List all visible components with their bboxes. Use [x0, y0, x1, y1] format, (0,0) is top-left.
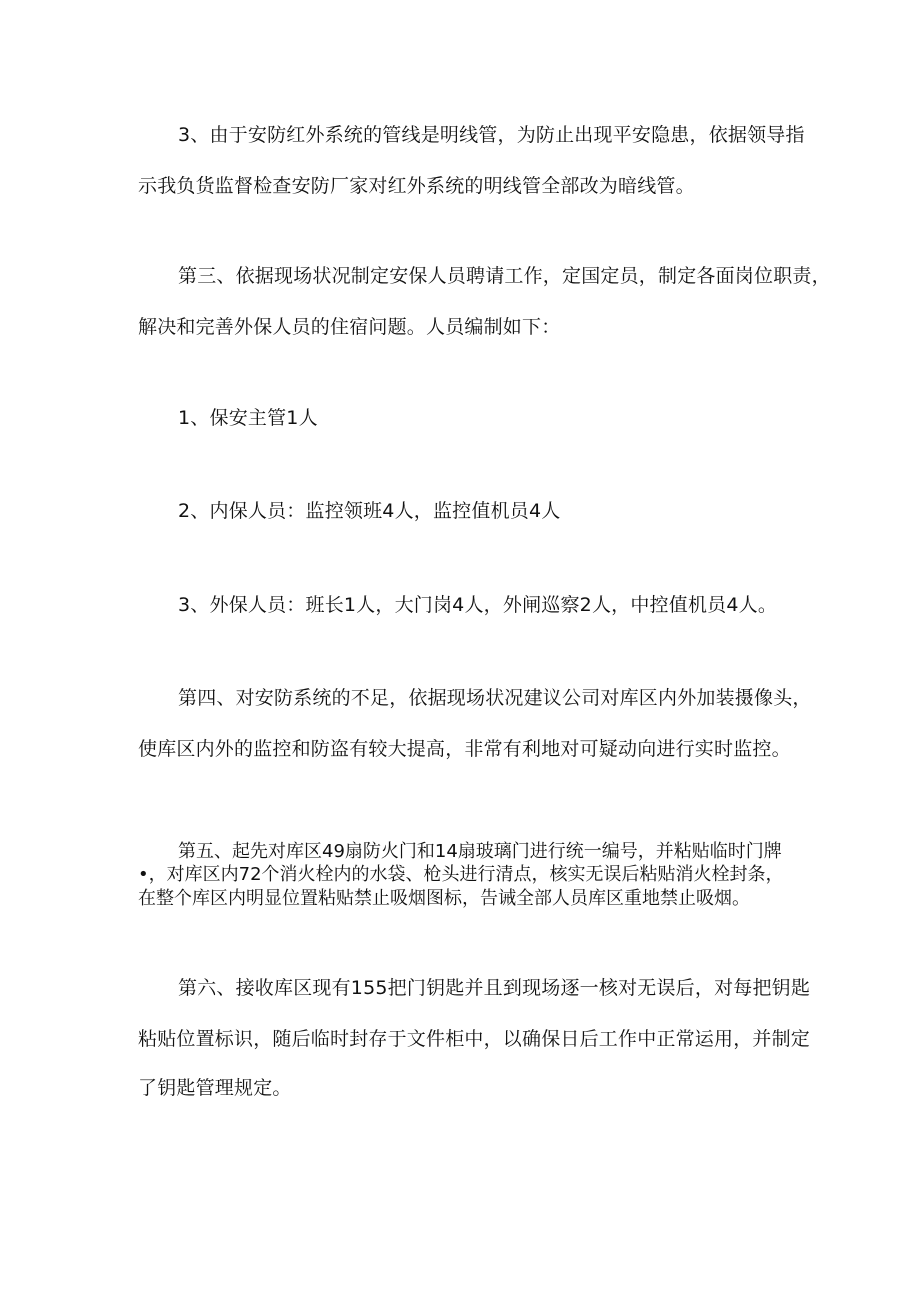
paragraph-line: 3、由于安防红外系统的管线是明线管，为防止出现平安隐患，依据领导指 [178, 124, 805, 146]
paragraph-line: 粘贴位置标识，随后临时封存于文件柜中，以确保日后工作中正常运用，并制定 [138, 1028, 811, 1050]
paragraph-line: 解决和完善外保人员的住宿问题。人员编制如下： [138, 316, 561, 338]
section-heading-line: 第三、依据现场状况制定安保人员聘请工作，定国定员，制定各面岗位职责， [178, 265, 831, 287]
list-item: 3、外保人员：班长1人，大门岗4人，外闸巡察2人，中控值机员4人。 [178, 594, 778, 616]
paragraph-line: 在整个库区内明显位置粘贴禁止吸烟图标，告诫全部人员库区重地禁止吸烟。 [138, 888, 750, 909]
section-heading-line: 第五、起先对库区49扇防火门和14扇玻璃门进行统一编号，并粘贴临时门牌 [178, 841, 782, 862]
section-heading-line: 第六、接收库区现有155把门钥匙并且到现场逐一核对无误后，对每把钥匙 [178, 977, 811, 999]
paragraph-line: 使库区内外的监控和防盗有较大提高，非常有利地对可疑动向进行实时监控。 [138, 738, 791, 760]
list-item: 2、内保人员：监控领班4人，监控值机员4人 [178, 500, 561, 522]
section-heading-line: 第四、对安防系统的不足，依据现场状况建议公司对库区内外加装摄像头， [178, 687, 812, 709]
paragraph-line: 了钥匙管理规定。 [138, 1077, 292, 1099]
paragraph-line: 示我负货监督检查安防厂家对红外系统的明线管全部改为暗线管。 [138, 175, 695, 197]
paragraph-line: •，对库区内72个消火栓内的水袋、枪头进行清点，核实无误后粘贴消火栓封条， [138, 864, 784, 885]
list-item: 1、保安主管1人 [178, 407, 318, 429]
